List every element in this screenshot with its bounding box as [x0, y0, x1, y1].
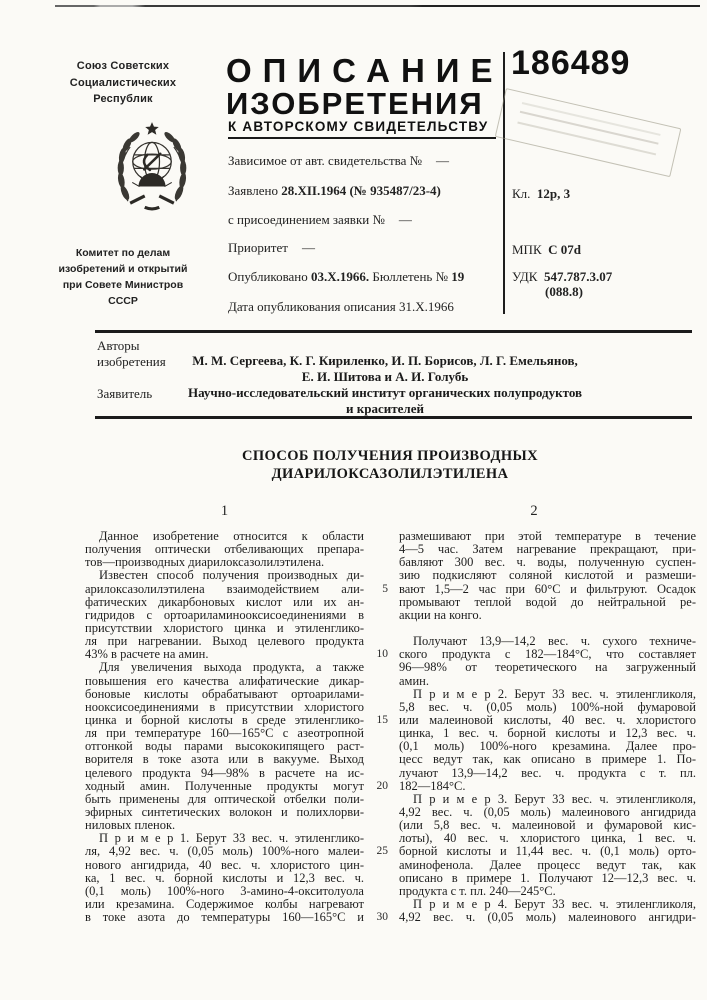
text-line: П р и м е р 4. Берут 33 вес. ч. этиленгликоля, — [413, 896, 696, 911]
text-line: арилоксазолилэтилена взаимодействием али- — [85, 581, 364, 596]
text-line: ходный амин. Полученные продукты могут — [85, 778, 364, 793]
text-line: (или 5,8 вес. ч. малеиновой и фумаровой кис- — [399, 818, 696, 833]
authors-names-line2: Е. И. Шитова и А. И. Голубь — [301, 369, 469, 384]
text-line: П р и м е р 3. Берут 33 вес. ч. этиленгликоля, — [413, 791, 696, 806]
text-line: отгонкой воды парами высококипящего раст- — [85, 739, 364, 754]
field-filed: Заявлено 28.XII.1964 (№ 935487/23-4) — [228, 183, 441, 198]
column-header-right: 2 — [530, 503, 538, 519]
line-number — [355, 793, 388, 806]
text-line: повышения его качества алифатические дикар- — [85, 673, 364, 688]
text-line: П р и м е р 2. Берут 33 вес. ч. этиленгликоля, — [413, 686, 696, 701]
applicant-line1: Научно-исследовательский институт органических полупродуктов — [187, 385, 583, 400]
patent-number: 186489 — [511, 44, 631, 82]
line-number — [355, 530, 388, 543]
text-line: вают 1,5—2 час при 60°С и фильтруют. Осадок — [399, 581, 696, 596]
text-line: 43% в расчете на амин. — [85, 647, 209, 662]
line-number — [355, 832, 388, 845]
text-line: размешивают при этой температуре в течение — [399, 529, 696, 543]
doc-kind-word-2: ИЗОБРЕТЕНИЯ — [226, 86, 484, 121]
line-number — [355, 753, 388, 766]
text-line: ворителя в токе азота или в вакууме. Выход — [85, 752, 364, 767]
field-published: Опубликовано 03.X.1966. Бюллетень № 19 — [228, 269, 465, 284]
invention-title-line2: ДИАРИЛОКСАЗОЛИЛЭТИЛЕНА — [271, 466, 509, 482]
text-line: или крезамина. Содержимое колбы нагревают — [85, 896, 364, 911]
text-line: лоты), 40 вес. ч. хлористого цинка, 1 вес. ч. — [399, 831, 696, 846]
column-header-left: 1 — [220, 503, 229, 519]
line-number: 5 — [382, 582, 388, 595]
issuer-union-block — [38, 58, 208, 108]
text-line: амин. — [399, 673, 429, 688]
issuer-union-line: Социалистических — [69, 76, 177, 89]
text-line: цесс ведут так, как описано в примере 1. По- — [399, 752, 696, 767]
authors-label-line2: изобретения — [97, 354, 166, 369]
text-line: целевого продукта 94—98% в расчете на ис- — [85, 765, 364, 780]
text-line: 4,92 вес. ч. (0,05 моль) малеинового ангидрида — [399, 804, 696, 819]
line-number — [355, 556, 388, 569]
star-icon — [145, 122, 159, 135]
line-number — [355, 569, 388, 582]
text-line: ля, 4,92 вес. ч. (0,05 моль) 100%-ного малеи- — [85, 844, 364, 859]
text-line: эфирных синтетических волокон и полихлорви- — [85, 804, 364, 819]
issuer-union-line: Союз Советских — [76, 60, 170, 72]
text-line: (0,1 моль) 100%-ного крезамина. Далее про- — [399, 739, 696, 754]
doc-kind-word-1: ОПИСАНИЕ — [226, 52, 504, 89]
issuer-committee-line: Комитет по делам — [75, 247, 171, 259]
field-description-date: Дата опубликования описания 31.X.1966 — [228, 299, 454, 314]
text-line: цинка и борной кислоты в среде этиленглико- — [85, 712, 364, 727]
line-number: 30 — [376, 911, 388, 924]
line-number — [355, 596, 388, 609]
line-number — [355, 622, 388, 635]
field-priority: Приоритет — — [228, 240, 315, 255]
doc-kind-word-3: К АВТОРСКОМУ СВИДЕТЕЛЬСТВУ — [228, 119, 489, 134]
line-number-gutter — [355, 530, 388, 924]
text-line: 96—98% от теоретического на загруженный — [399, 660, 696, 675]
text-line: промывают теплой водой до нейтральной ре- — [399, 594, 696, 609]
line-number — [355, 727, 388, 740]
text-line: или малеиновой кислоты, 40 вес. ч. хлористого — [399, 712, 696, 727]
applicant-line2: и красителей — [346, 401, 424, 416]
separator-rule-top — [95, 330, 692, 333]
field-dependent: Зависимое от авт. свидетельства № — — [228, 153, 450, 168]
line-number — [355, 767, 388, 780]
line-number — [355, 701, 388, 714]
text-line: ка, 1 вес. ч. борной кислоты и 12,3 вес. ч. — [85, 870, 364, 885]
text-line: ля при нагревании. Выход целевого продукта — [85, 634, 364, 649]
text-line: П р и м е р 1. Берут 33 вес. ч. этиленглико- — [99, 831, 364, 846]
line-number — [355, 806, 388, 819]
authors-label-line1: Авторы — [97, 338, 140, 353]
line-number — [355, 872, 388, 885]
text-line: 182—184°С. — [399, 778, 466, 793]
field-udk: УДК 547.787.3.07 — [512, 269, 613, 284]
text-line: гидридов с ортоариламинооксисоединениями в — [85, 607, 364, 622]
text-line: акции на конго. — [399, 607, 482, 622]
text-line: 5,8 вес. ч. (0,05 моль) 100%-ной фумаровой — [399, 699, 696, 714]
authors-names-line1: М. М. Сергеева, К. Г. Кириленко, И. П. Борисов, Л. Г. Емельянов, — [192, 353, 578, 368]
text-line: в токе азота до температуры 160—165°С и — [85, 910, 364, 925]
line-number — [355, 885, 388, 898]
line-number — [355, 740, 388, 753]
text-line: описано в примере 1. Получают 12—12,3 вес. ч. — [399, 870, 696, 885]
doc-kind-underline — [228, 137, 496, 139]
text-line: боновые кислоты обрабатывают ортоарилами- — [85, 686, 364, 701]
text-line: продукта с т. пл. 240—245°С. — [399, 883, 556, 898]
line-number — [355, 675, 388, 688]
line-number — [355, 859, 388, 872]
text-line: быть применены для оптической отбелки поли- — [85, 791, 364, 806]
line-number: 15 — [376, 713, 388, 726]
line-number — [355, 819, 388, 832]
field-udk-2: (088.8) — [545, 284, 583, 299]
field-mpk: МПК С 07d — [512, 242, 581, 257]
issuer-committee-block — [30, 245, 216, 309]
text-line: (0,1 моль) 100%-ного 3-амино-4-окситолуола — [85, 883, 364, 898]
text-line: 4—5 час. Затем нагревание прекращают, при- — [399, 542, 696, 557]
text-line: Для увеличения выхода продукта, а также — [99, 660, 364, 675]
top-scan-rule — [55, 5, 700, 7]
text-line: лучают 13,9—14,2 вес. ч. продукта с т. пл. — [399, 765, 696, 780]
text-line: Получают 13,9—14,2 вес. ч. сухого техниче- — [413, 634, 696, 649]
text-line: аминофенола. Далее процесс ведут так, как — [399, 857, 696, 872]
text-line: получения оптически отбеливающих препара- — [85, 542, 364, 557]
line-number — [355, 688, 388, 701]
text-line: бавляют 300 вес. ч. воды, полученную суспен- — [399, 555, 696, 570]
text-line: присутствии хлористого цинка и этиленглико- — [85, 620, 364, 635]
applicant-label: Заявитель — [97, 386, 153, 401]
text-line: борной кислоты и 11,44 вес. ч. (0,1 моль) орто- — [399, 844, 696, 859]
text-line: нооксисоединениями в присутствии хлористого — [85, 699, 364, 714]
body-column-left — [85, 530, 364, 924]
line-number: 10 — [376, 648, 388, 661]
text-line: ля при температуре 160—165°С с азеотропной — [85, 726, 364, 741]
text-line: цинка, 1 вес. ч. борной кислоты и 12,3 вес. ч. — [399, 726, 696, 741]
text-line: нового ангидрида, 40 вес. ч. хлористого цин- — [85, 857, 364, 872]
line-number — [355, 543, 388, 556]
line-number — [355, 898, 388, 911]
invention-title-line1: СПОСОБ ПОЛУЧЕНИЯ ПРОИЗВОДНЫХ — [241, 448, 539, 464]
text-line: 4,92 вес. ч. (0,05 моль) малеинового ангидри- — [399, 910, 696, 925]
text-line: Известен способ получения производных ди- — [99, 568, 364, 583]
issuer-committee-line: при Совете Министров — [62, 279, 184, 291]
text-line: зию подкисляют соляной кислотой и размеши- — [399, 568, 696, 583]
separator-rule-bottom — [95, 416, 692, 419]
issuer-union-line: Республик — [93, 93, 153, 105]
line-number — [355, 635, 388, 648]
text-line: ского продукта с 182—184°С, что составляет — [399, 647, 696, 662]
text-line: тов—производных диарилоксазолилэтилена. — [85, 555, 325, 570]
text-line: фатических дикарбоновых кислот или их ан- — [85, 594, 364, 609]
issuer-committee-line: изобретений и открытий — [58, 263, 188, 275]
body-column-right — [399, 530, 696, 924]
field-joined: с присоединением заявки № — — [228, 212, 412, 227]
line-number — [355, 661, 388, 674]
issuer-committee-line: СССР — [108, 295, 138, 307]
field-class: Кл. 12p, 3 — [512, 186, 571, 201]
approval-stamp — [495, 88, 682, 177]
line-number: 20 — [376, 779, 388, 792]
line-number — [355, 609, 388, 622]
line-number: 25 — [376, 845, 388, 858]
text-line: ниловых пленок. — [85, 818, 176, 833]
ussr-coat-of-arms-icon — [105, 120, 199, 224]
text-line: Данное изобретение относится к области — [99, 529, 364, 543]
